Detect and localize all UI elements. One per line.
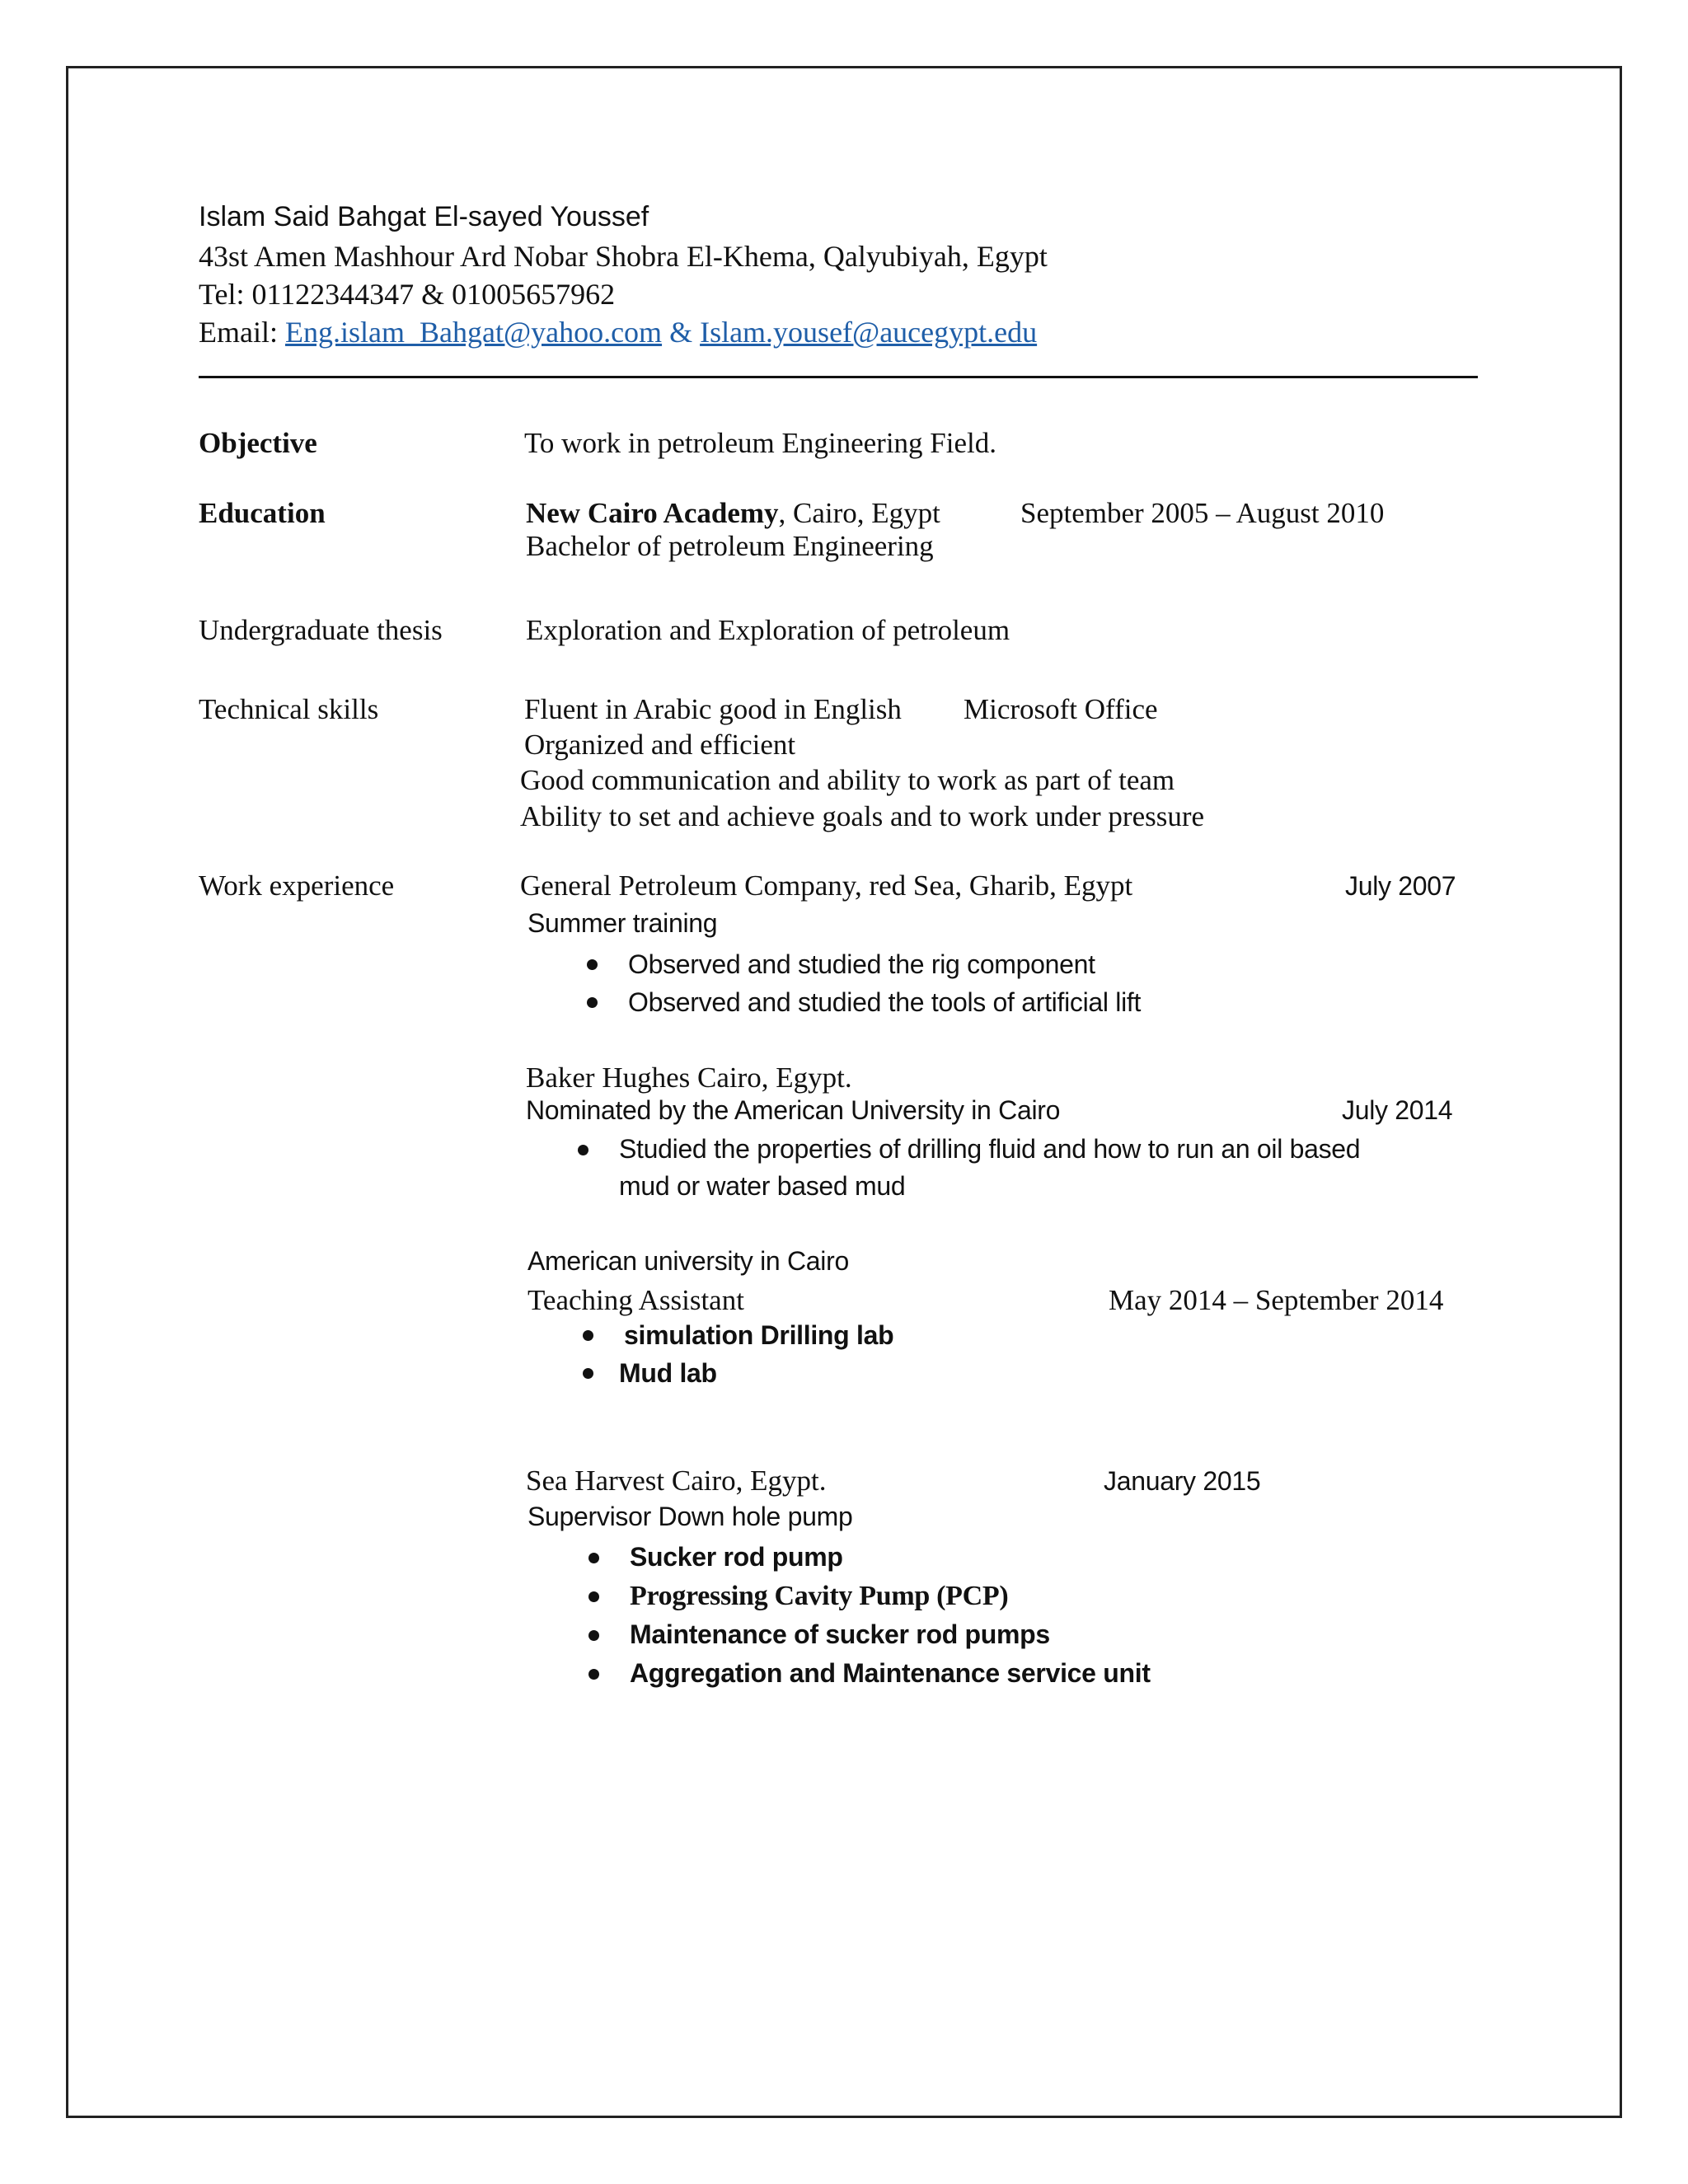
job-date: July 2007 — [1345, 871, 1456, 901]
bullet-icon — [588, 1630, 599, 1641]
email-label: Email: — [199, 316, 278, 349]
bullet-icon — [587, 997, 598, 1008]
header-divider — [199, 376, 1478, 378]
job-role: Supervisor Down hole pump — [528, 1502, 853, 1531]
list-item: Maintenance of sucker rod pumps — [630, 1615, 1151, 1654]
list-item: Studied the properties of drilling fluid and how to run an oil based — [619, 1131, 1360, 1168]
bullet-icon — [588, 1591, 599, 1602]
education-heading: Education — [199, 497, 326, 529]
bullet-icon — [588, 1669, 599, 1680]
education-school-line — [526, 497, 940, 530]
skills-languages: Fluent in Arabic good in English — [524, 693, 902, 725]
school-location: , Cairo, Egypt — [778, 497, 940, 529]
address: 43st Amen Mashhour Ard Nobar Shobra El-Khema, Qalyubiyah, Egypt — [199, 240, 1048, 273]
job-role: Summer training — [528, 908, 718, 938]
email-link-yahoo[interactable]: Eng.islam_Bahgat@yahoo.com — [284, 316, 663, 349]
bullet-icon — [578, 1145, 588, 1155]
objective-heading: Objective — [199, 427, 317, 459]
skills-goals: Ability to set and achieve goals and to work under pressure — [520, 800, 1205, 832]
job-company: Baker Hughes Cairo, Egypt. — [526, 1062, 852, 1094]
job-company: Sea Harvest Cairo, Egypt. — [526, 1465, 827, 1497]
list-item: Mud lab — [619, 1354, 893, 1392]
work-heading: Work experience — [199, 869, 395, 902]
job-date: January 2015 — [1104, 1466, 1261, 1496]
thesis-heading: Undergraduate thesis — [199, 614, 443, 646]
bullet-icon — [583, 1330, 593, 1341]
skills-heading: Technical skills — [199, 693, 379, 725]
candidate-name: Islam Said Bahgat El-sayed Youssef — [199, 201, 649, 232]
education-dates: September 2005 – August 2010 — [1020, 497, 1385, 529]
list-item: Aggregation and Maintenance service unit — [630, 1654, 1151, 1693]
email-line — [199, 315, 1037, 349]
phone: Tel: 01122344347 & 01005657962 — [199, 278, 616, 311]
email-link-auc[interactable]: Islam.yousef@aucegypt.edu — [700, 316, 1038, 349]
list-item: Sucker rod pump — [630, 1538, 1151, 1577]
job-company: General Petroleum Company, red Sea, Gharib, Egypt — [520, 869, 1133, 902]
education-degree: Bachelor of petroleum Engineering — [526, 530, 934, 562]
job-role: Teaching Assistant — [528, 1284, 744, 1316]
job-bullet-list — [619, 1131, 1360, 1205]
job-bullet-list — [619, 1316, 894, 1392]
job-role: Nominated by the American University in Cairo — [526, 1095, 1061, 1125]
job-date: July 2014 — [1342, 1095, 1453, 1125]
bullet-icon — [588, 1553, 599, 1563]
job-company: American university in Cairo — [528, 1246, 849, 1276]
bullet-icon — [587, 959, 598, 970]
skills-office: Microsoft Office — [964, 693, 1158, 725]
job-date: May 2014 – September 2014 — [1109, 1284, 1444, 1316]
email-separator: & — [669, 316, 693, 349]
list-item: Observed and studied the tools of artificial lift — [628, 983, 1141, 1021]
objective-text: To work in petroleum Engineering Field. — [524, 427, 996, 459]
skills-organized: Organized and efficient — [524, 729, 796, 761]
skills-communication: Good communication and ability to work as part of team — [520, 764, 1175, 796]
job-bullet-list — [628, 945, 1141, 1021]
thesis-text: Exploration and Exploration of petroleum — [526, 614, 1010, 646]
list-item: simulation Drilling lab — [624, 1316, 893, 1354]
list-item: mud or water based mud — [619, 1171, 906, 1201]
school-name: New Cairo Academy — [526, 497, 779, 529]
list-item: Progressing Cavity Pump (PCP) — [630, 1577, 1151, 1615]
bullet-icon — [583, 1368, 593, 1379]
list-item: Observed and studied the rig component — [628, 945, 1141, 983]
job-bullet-list — [630, 1538, 1151, 1693]
